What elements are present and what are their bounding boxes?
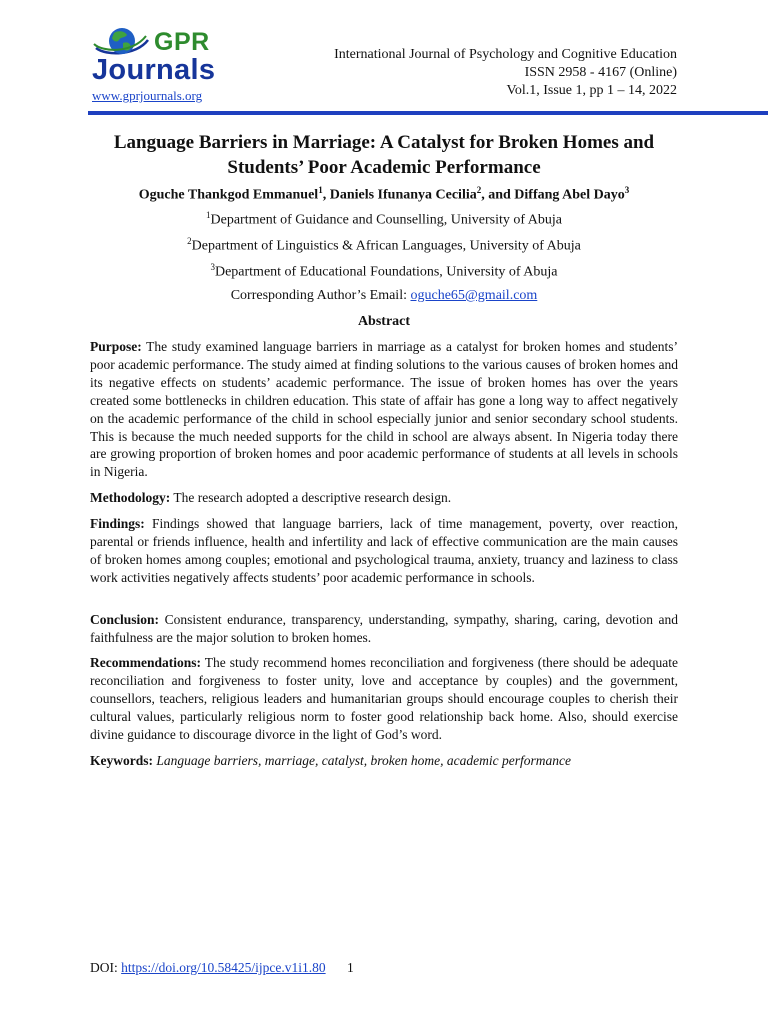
affiliation-sup: 2 [187,236,192,246]
email-link[interactable]: oguche65@gmail.com [410,288,538,303]
affiliation-text: Department of Linguistics & African Languages, University of Abuja [191,238,581,254]
journal-website-link[interactable]: www.gprjournals.org [92,88,203,103]
section-label: Methodology: [90,490,171,505]
author-list [88,185,680,204]
keywords-text: Language barriers, marriage, catalyst, broken home, academic performance [153,753,571,768]
keywords-section [90,752,678,770]
journal-issn: ISSN 2958 - 4167 (Online) [524,65,677,80]
section-text: The study recommend homes reconciliation and forgiveness (there should be adequate reconciliation and forgiveness to foster unity, love and acceptance by couples) and the government, counsellors, teachers, religious leaders and humanitarian groups should encourage couples to cherish their cultural values, particularly religious norm to foster good relationship back home. Also, should exercise divine guidance to discourage divorce in the light of God’s word. [90,655,678,742]
logo-journals-text: Journals [92,54,216,86]
affiliation-sup: 3 [210,262,215,272]
affiliation [88,262,680,281]
methodology-section [90,489,678,507]
recommendations-section [90,654,678,744]
findings-section [90,515,678,587]
affiliation-text: Department of Guidance and Counselling, University of Abuja [210,212,562,228]
affiliation-sup: 1 [206,210,211,220]
affiliation [88,236,680,255]
doi-label: DOI: [90,960,118,975]
paper-title: Language Barriers in Marriage: A Catalyst for Broken Homes and Students’ Poor Academic Performance [113,132,655,178]
section-text: The research adopted a descriptive research design. [170,490,452,505]
logo-gpr-text: GPR [154,28,210,56]
section-label: Purpose: [90,339,142,354]
journal-name: International Journal of Psychology and Cognitive Education [334,47,677,62]
abstract-heading: Abstract [357,314,411,329]
section-text: Findings showed that language barriers, lack of time management, poverty, over reaction, parental or friends influence, health and infertility and lack of effective communication are the main causes of broken homes among couples; emotional and psychological trauma, anxiety, truancy and laziness to class work activities negatively affects students’ poor academic performance in schools. [90,516,678,585]
author-name: Diffang Abel Dayo [514,187,625,203]
section-text: Consistent endurance, transparency, understanding, sympathy, sharing, caring, devotion and faithfulness are the major solution to broken homes. [90,612,678,645]
affiliation [88,210,680,229]
author-sup: 1 [318,185,323,195]
section-label: Findings: [90,516,145,531]
section-label: Keywords: [90,753,153,768]
page-footer [90,960,354,976]
author-sup: 2 [476,185,482,195]
header-divider [88,111,768,115]
author-separator: , [322,187,330,203]
journal-info [334,46,677,100]
author-name: Oguche Thankgod Emmanuel [138,187,319,203]
purpose-section [90,338,678,481]
gpr-journals-logo [92,22,232,107]
author-name: Daniels Ifunanya Cecilia [329,187,477,203]
author-sup: 3 [624,185,630,195]
journal-volume: Vol.1, Issue 1, pp 1 – 14, 2022 [506,83,677,98]
section-text: The study examined language barriers in marriage as a catalyst for broken homes and students’ poor academic performance. The study aimed at finding solutions to the various causes of broken homes and its negative effects on students’ academic performance. The issue of broken homes has over the years created some bottlenecks in children education. This state of affair has gone a long way to affect negatively on the academic performance of the child in school especially junior and senior secondary school students. This is because the much needed supports for the child in school are always absent. In Nigeria today there are growing proportion of broken homes and poor academic performance of students at all levels in schools in Nigeria. [90,339,678,480]
conclusion-section [90,611,678,647]
section-label: Conclusion: [90,612,160,627]
affiliation-text: Department of Educational Foundations, University of Abuja [214,264,558,280]
email-label: Corresponding Author’s Email: [230,288,411,303]
page-number: 1 [347,960,354,975]
doi-link[interactable]: https://doi.org/10.58425/ijpce.v1i1.80 [121,960,326,975]
corresponding-email [88,288,680,304]
page-header [0,0,768,115]
author-separator: , and [481,187,515,203]
section-label: Recommendations: [90,655,201,670]
